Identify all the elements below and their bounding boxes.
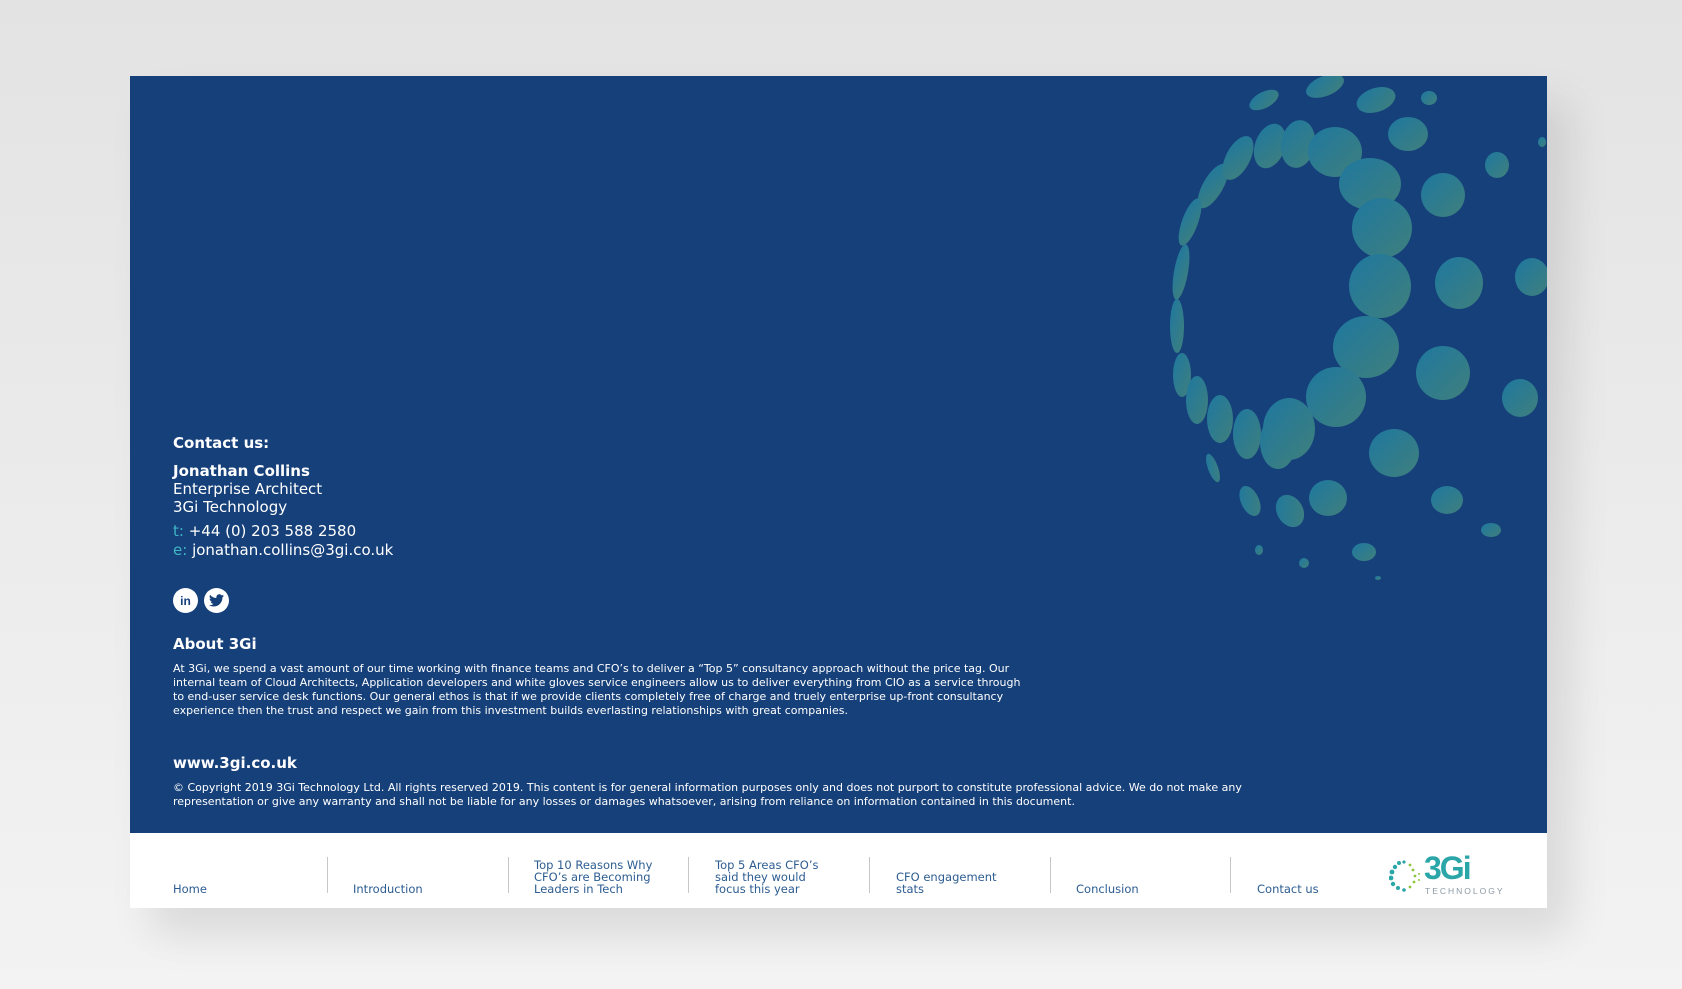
- nav-cfo-engagement-stats[interactable]: CFO engagement stats: [896, 870, 997, 896]
- nav-contact-us[interactable]: Contact us: [1257, 882, 1319, 896]
- about-heading: About 3Gi: [173, 635, 257, 653]
- nav-home[interactable]: Home: [173, 882, 207, 896]
- contact-role: Enterprise Architect: [173, 480, 323, 498]
- company-logo[interactable]: [1389, 850, 1509, 897]
- copyright-text: © Copyright 2019 3Gi Technology Ltd. All rights reserved 2019. This content is for general information purposes only and does not purport to constitute professional advice. We do not make any representation or give any warranty and shall not be liable for any losses or damages whatsoever, arising from reliance on information contained in this document.: [173, 781, 1242, 808]
- nav-divider: [508, 857, 509, 893]
- logo-text: 3Gi: [1424, 850, 1470, 886]
- nav-top-10-reasons[interactable]: Top 10 Reasons Why CFO’s are Becoming Leaders in Tech: [534, 858, 653, 896]
- about-body: At 3Gi, we spend a vast amount of our time working with finance teams and CFO’s to deliver a “Top 5” consultancy approach without the price tag. Our internal team of Cloud Architects, Application developers and white gloves service engineers allow us to deliver everything from CIO as a service through to end-user service desk functions. Our general ethos is that if we provide clients completely free of charge and truely enterprise up-front consultancy experience then the trust and respect we gain from this investment builds everlasting relationships with great companies.: [173, 662, 1021, 717]
- social-links: [173, 588, 229, 613]
- nav-divider: [688, 857, 689, 893]
- contact-person: [173, 462, 322, 516]
- twitter-button[interactable]: [204, 588, 229, 613]
- nav-divider: [1050, 857, 1051, 893]
- contact-panel: [130, 76, 1547, 833]
- linkedin-button[interactable]: [173, 588, 198, 613]
- phone-number[interactable]: +44 (0) 203 588 2580: [188, 522, 357, 540]
- email-prefix: e:: [173, 541, 188, 559]
- nav-divider: [869, 857, 870, 893]
- website-link[interactable]: www.3gi.co.uk: [173, 754, 297, 772]
- nav-divider: [327, 857, 328, 893]
- contact-email: [173, 541, 393, 559]
- logo-subtext: TECHNOLOGY: [1425, 886, 1505, 896]
- nav-conclusion[interactable]: Conclusion: [1076, 882, 1139, 896]
- contact-phone: [173, 522, 356, 540]
- linkedin-icon: in: [180, 593, 191, 608]
- footer-nav: [130, 833, 1547, 908]
- email-link[interactable]: jonathan.collins@3gi.co.uk: [192, 541, 394, 559]
- contact-company: 3Gi Technology: [173, 498, 288, 516]
- phone-prefix: t:: [173, 522, 184, 540]
- page: [130, 76, 1547, 908]
- contact-name: Jonathan Collins: [173, 462, 310, 480]
- nav-top-5-areas[interactable]: Top 5 Areas CFO’s said they would focus this year: [715, 858, 819, 896]
- logo-dots-icon: [1389, 855, 1423, 895]
- logo-wordmark: [1424, 851, 1470, 885]
- nav-divider: [1230, 857, 1231, 893]
- contact-heading: Contact us:: [173, 434, 270, 452]
- nav-introduction[interactable]: Introduction: [353, 882, 423, 896]
- dotted-circle-graphic: [130, 76, 1547, 833]
- twitter-icon: [209, 594, 224, 607]
